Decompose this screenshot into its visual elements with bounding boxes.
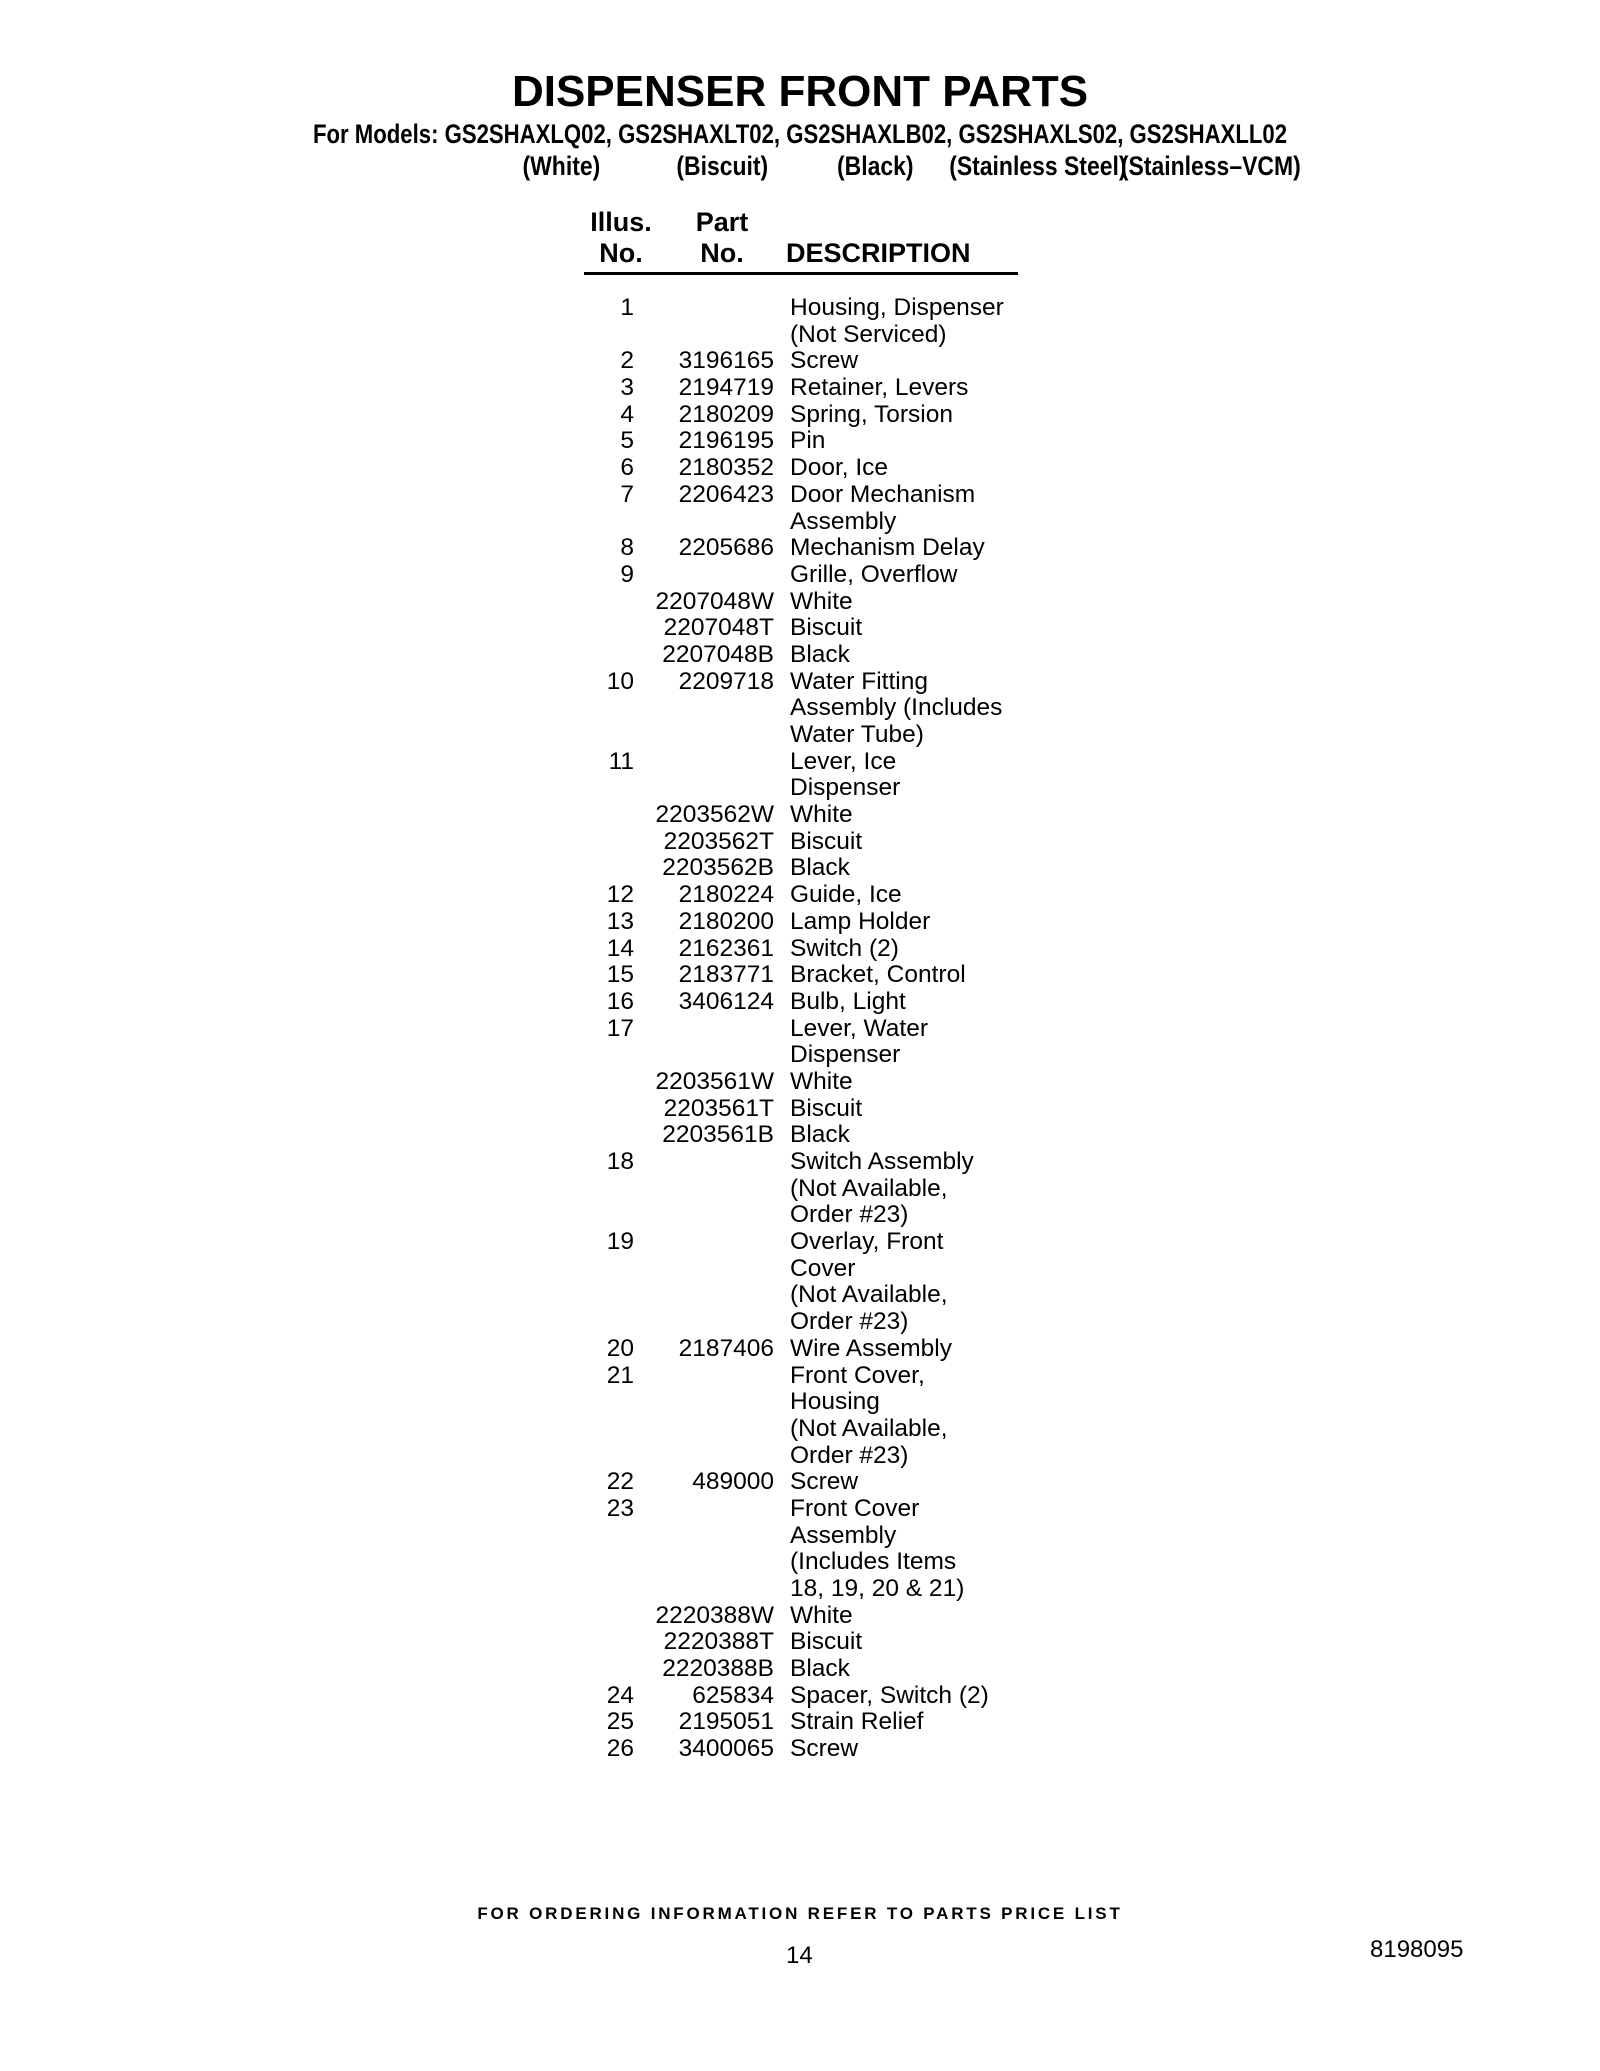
page-number: 14	[786, 1942, 813, 1969]
part-description: Order #23)	[790, 1201, 909, 1229]
part-number: 2162361	[678, 934, 774, 962]
parts-row	[0, 1069, 1600, 1096]
parts-row	[0, 642, 1600, 669]
part-header-line1: Part	[695, 207, 749, 237]
part-description: Door Mechanism	[790, 480, 976, 508]
model-color-label: (Stainless Steel)	[949, 151, 1127, 181]
part-number: 2203562W	[655, 801, 774, 829]
part-number: 2180224	[678, 881, 774, 909]
parts-row	[0, 669, 1600, 696]
part-number: 2220388W	[655, 1601, 774, 1629]
illus-number: 18	[606, 1148, 634, 1175]
parts-row	[0, 882, 1600, 909]
parts-row	[0, 1709, 1600, 1736]
illus-number: 10	[606, 667, 634, 695]
parts-row	[0, 428, 1600, 455]
parts-row	[0, 1149, 1600, 1176]
part-description: Water Tube)	[790, 721, 924, 748]
parts-row	[0, 749, 1600, 776]
part-description: Black	[790, 640, 850, 668]
part-description: Spring, Torsion	[790, 400, 953, 428]
part-description: Water Fitting	[790, 667, 928, 695]
parts-row	[0, 1363, 1600, 1390]
part-number: 2196195	[678, 427, 774, 455]
parts-row	[0, 1496, 1600, 1523]
part-number: 2203562T	[663, 827, 774, 855]
part-description: Biscuit	[790, 827, 863, 855]
parts-row	[0, 1736, 1600, 1763]
part-number: 3196165	[678, 347, 774, 375]
part-number: 2180209	[678, 400, 774, 428]
part-description: Black	[790, 1121, 850, 1149]
parts-row	[0, 909, 1600, 936]
parts-row	[0, 1603, 1600, 1630]
illus-number: 3	[620, 374, 634, 402]
parts-row	[0, 962, 1600, 989]
parts-row	[0, 695, 1600, 722]
parts-row	[0, 1229, 1600, 1256]
part-description: Dispenser	[790, 1041, 901, 1069]
part-description: Housing, Dispenser	[790, 294, 1004, 321]
part-description: Dispenser	[790, 774, 901, 802]
part-description: Screw	[790, 1735, 859, 1763]
parts-row	[0, 375, 1600, 402]
page-title: DISPENSER FRONT PARTS	[511, 67, 1089, 116]
part-number: 2203561T	[663, 1094, 774, 1122]
illus-number: 9	[620, 560, 634, 588]
parts-row	[0, 589, 1600, 616]
parts-row	[0, 535, 1600, 562]
part-description: White	[790, 801, 853, 829]
illus-number: 12	[606, 881, 634, 909]
part-description: Assembly	[790, 507, 897, 535]
parts-row	[0, 1309, 1600, 1336]
parts-row	[0, 1042, 1600, 1069]
illus-header-line1: Illus.	[590, 207, 652, 237]
part-description: Front Cover	[790, 1494, 920, 1522]
part-description: Pin	[790, 427, 826, 455]
part-description: (Not Available,	[790, 1174, 948, 1202]
part-number: 2203561W	[655, 1067, 774, 1095]
part-description: Lever, Water	[790, 1014, 928, 1042]
part-description: Mechanism Delay	[790, 534, 985, 562]
part-description: Retainer, Levers	[790, 374, 969, 402]
illus-number: 20	[606, 1334, 634, 1362]
parts-row	[0, 295, 1600, 322]
part-description: White	[790, 587, 853, 615]
part-description: Bracket, Control	[790, 961, 966, 989]
parts-row	[0, 722, 1600, 749]
illus-number: 7	[620, 480, 634, 508]
illus-number: 25	[606, 1708, 634, 1736]
model-color-label: (Black)	[837, 151, 914, 181]
illus-number: 14	[606, 934, 634, 962]
part-number: 2207048W	[655, 587, 774, 615]
illus-number: 6	[620, 454, 634, 482]
part-description: White	[790, 1601, 853, 1629]
parts-row	[0, 1336, 1600, 1363]
part-number: 2180352	[678, 454, 774, 482]
part-number: 2220388T	[663, 1628, 774, 1656]
part-description: Housing	[790, 1388, 880, 1416]
part-description: Biscuit	[790, 614, 863, 642]
part-description: Screw	[790, 1468, 859, 1496]
model-color-label: (White)	[522, 151, 601, 181]
parts-row	[0, 1389, 1600, 1416]
part-description: Black	[790, 1655, 850, 1683]
part-description: Bulb, Light	[790, 987, 906, 1015]
parts-row	[0, 1176, 1600, 1203]
part-number: 489000	[692, 1468, 774, 1496]
parts-row	[0, 1096, 1600, 1123]
illus-number: 23	[606, 1494, 634, 1522]
part-number: 2203561B	[662, 1121, 774, 1149]
part-number: 2206423	[678, 480, 774, 508]
parts-row	[0, 1656, 1600, 1683]
parts-row	[0, 1523, 1600, 1550]
parts-row	[0, 1282, 1600, 1309]
illus-number: 26	[606, 1735, 634, 1763]
part-no-header	[680, 207, 764, 269]
illus-number: 19	[606, 1228, 634, 1256]
part-description: (Not Serviced)	[790, 320, 947, 348]
part-description: Order #23)	[790, 1441, 909, 1469]
parts-row	[0, 1629, 1600, 1656]
parts-row	[0, 455, 1600, 482]
parts-row	[0, 855, 1600, 882]
part-description: Biscuit	[790, 1628, 863, 1656]
parts-row	[0, 1256, 1600, 1283]
part-number: 2207048B	[662, 640, 774, 668]
parts-row	[0, 348, 1600, 375]
header-divider	[584, 272, 1018, 275]
part-header-line2: No.	[700, 238, 744, 268]
parts-row	[0, 1443, 1600, 1470]
parts-row	[0, 802, 1600, 829]
document-number: 8198095	[1370, 1936, 1464, 1963]
part-description: Biscuit	[790, 1094, 863, 1122]
parts-row	[0, 936, 1600, 963]
illus-number: 16	[606, 987, 634, 1015]
part-description: Assembly	[790, 1521, 897, 1549]
part-number: 2183771	[678, 961, 774, 989]
part-number: 2207048T	[663, 614, 774, 642]
part-description: Assembly (Includes	[790, 694, 1003, 722]
part-number: 2209718	[678, 667, 774, 695]
part-description: (Not Available,	[790, 1281, 948, 1309]
parts-row	[0, 322, 1600, 349]
part-description: Switch Assembly	[790, 1148, 974, 1175]
parts-list	[0, 295, 1600, 1763]
parts-row	[0, 1549, 1600, 1576]
part-description: Front Cover,	[790, 1361, 925, 1389]
illus-header-line2: No.	[599, 238, 643, 268]
part-description: Spacer, Switch (2)	[790, 1681, 989, 1709]
part-description: Lamp Holder	[790, 907, 931, 935]
part-number: 3406124	[678, 987, 774, 1015]
illus-number: 4	[620, 400, 634, 428]
models-line: For Models: GS2SHAXLQ02, GS2SHAXLT02, GS2SHAXLB02, GS2SHAXLS02, GS2SHAXLL02	[312, 119, 1288, 149]
parts-row	[0, 562, 1600, 589]
parts-row	[0, 1683, 1600, 1710]
illus-number: 21	[606, 1361, 634, 1389]
parts-row	[0, 1122, 1600, 1149]
illus-number: 11	[608, 747, 634, 775]
illus-no-header	[578, 207, 664, 269]
part-description: Black	[790, 854, 850, 882]
part-description: Switch (2)	[790, 934, 899, 962]
parts-row	[0, 1576, 1600, 1603]
parts-row	[0, 402, 1600, 429]
model-color-label: (Stainless–VCM)	[1120, 151, 1301, 181]
model-colors-row	[123, 150, 1483, 182]
parts-row	[0, 1469, 1600, 1496]
part-description: Screw	[790, 347, 859, 375]
part-number: 625834	[692, 1681, 774, 1709]
parts-row	[0, 829, 1600, 856]
parts-row	[0, 1202, 1600, 1229]
illus-number: 22	[606, 1468, 634, 1496]
part-number: 2195051	[678, 1708, 774, 1736]
part-description: Grille, Overflow	[790, 560, 958, 588]
part-description: (Not Available,	[790, 1414, 948, 1442]
parts-row	[0, 509, 1600, 536]
parts-row	[0, 1416, 1600, 1443]
part-description: Order #23)	[790, 1308, 909, 1336]
part-description: Wire Assembly	[790, 1334, 953, 1362]
part-description: White	[790, 1067, 853, 1095]
ordering-note: FOR ORDERING INFORMATION REFER TO PARTS PRICE LIST	[477, 1904, 1123, 1923]
illus-number: 24	[606, 1681, 634, 1709]
part-description: Overlay, Front	[790, 1228, 944, 1256]
parts-row	[0, 482, 1600, 509]
part-description: 18, 19, 20 & 21)	[790, 1575, 965, 1602]
parts-row	[0, 775, 1600, 802]
illus-number: 15	[606, 961, 634, 989]
illus-number: 13	[606, 907, 634, 935]
part-number: 2203562B	[662, 854, 774, 882]
description-header: DESCRIPTION	[786, 238, 971, 268]
part-number: 2180200	[678, 907, 774, 935]
model-color-label: (Biscuit)	[676, 151, 769, 181]
illus-number: 17	[606, 1014, 634, 1042]
illus-number: 1	[620, 294, 634, 321]
illus-number: 2	[620, 347, 634, 375]
part-description: Guide, Ice	[790, 881, 902, 909]
parts-row	[0, 989, 1600, 1016]
parts-row	[0, 615, 1600, 642]
part-number: 2205686	[678, 534, 774, 562]
part-description: (Includes Items	[790, 1548, 957, 1576]
part-number: 3400065	[678, 1735, 774, 1763]
illus-number: 8	[620, 534, 634, 562]
part-description: Door, Ice	[790, 454, 889, 482]
illus-number: 5	[620, 427, 634, 455]
parts-row	[0, 1016, 1600, 1043]
part-description: Cover	[790, 1254, 856, 1282]
part-number: 2220388B	[662, 1655, 774, 1683]
part-number: 2194719	[678, 374, 774, 402]
part-number: 2187406	[678, 1334, 774, 1362]
part-description: Lever, Ice	[790, 747, 897, 775]
part-description: Strain Relief	[790, 1708, 924, 1736]
